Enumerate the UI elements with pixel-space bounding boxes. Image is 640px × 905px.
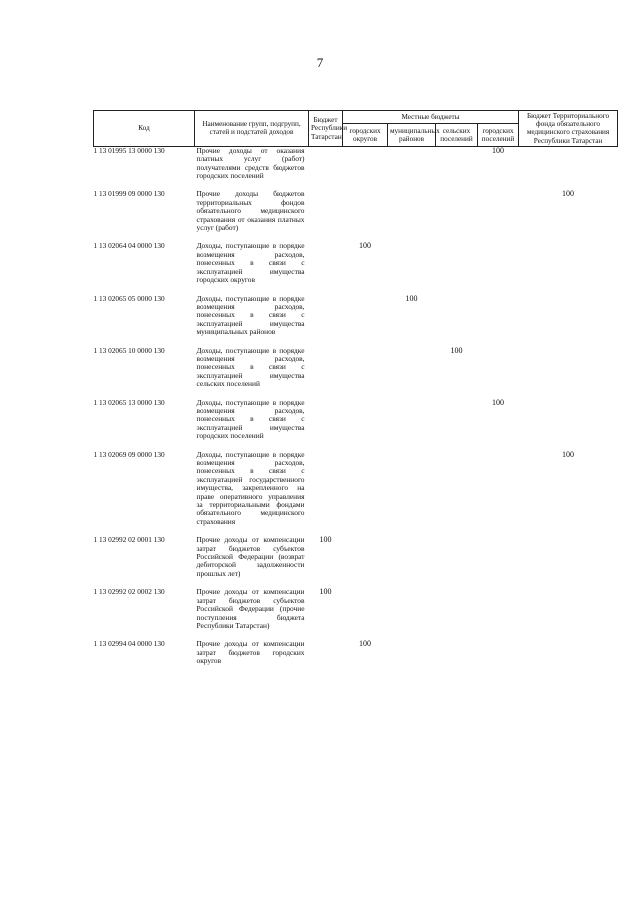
value-urban-settlements — [478, 640, 519, 665]
row-spacer — [94, 578, 618, 588]
row-code: 1 13 01995 13 0000 130 — [93, 145, 165, 155]
value-urban-settlements: 100 — [492, 145, 504, 155]
table-row — [94, 295, 618, 337]
value-city-districts — [343, 588, 388, 630]
row-code: 1 13 02069 09 0000 130 — [93, 449, 165, 459]
value-municipal-districts — [388, 146, 436, 180]
row-name: Доходы, поступающие в порядке возмещения расходов, понесенных в связи с эксплуатацией государственного имущества, закрепленного на праве оперативного управления за территориальными фондами обязательного медицинского страхования — [196, 449, 305, 526]
value-tfoms-budget — [519, 588, 618, 630]
row-name: Прочие доходы от компенсации затрат бюджетов городских округов — [196, 639, 305, 666]
value-city-districts — [343, 536, 388, 578]
value-rt-budget — [309, 347, 343, 389]
value-urban-settlements — [478, 347, 519, 389]
row-spacer — [94, 337, 618, 347]
row-spacer — [94, 285, 618, 295]
value-city-districts — [343, 190, 388, 232]
row-name: Прочие доходы от компенсации затрат бюджетов субъектов Российской Федерации (возврат дебиторской задолженности прошлых лет) — [196, 535, 305, 578]
header-rt-budget: Бюджет Республики Татарстан — [309, 111, 343, 147]
value-tfoms-budget: 100 — [562, 189, 575, 199]
value-tfoms-budget — [519, 146, 618, 180]
table-body — [94, 146, 618, 665]
row-spacer — [94, 232, 618, 242]
value-rural-settlements — [436, 399, 478, 441]
value-city-districts: 100 — [359, 639, 371, 649]
row-code: 1 13 02064 04 0000 130 — [93, 241, 165, 251]
table-row — [94, 242, 618, 284]
row-name: Прочие доходы бюджетов территориальных фондов обязательного медицинского страхования от оказания платных услуг (работ) — [196, 189, 305, 233]
value-tfoms-budget — [519, 399, 618, 441]
value-rural-settlements — [436, 146, 478, 180]
row-name: Прочие доходы от оказания платных услуг (работ) получателями средств бюджетов городских поселений — [196, 145, 305, 181]
table-row — [94, 347, 618, 389]
row-spacer — [94, 389, 618, 399]
header-name: Наименование групп, подгрупп, статей и подстатей доходов — [195, 111, 309, 147]
row-code: 1 13 02065 13 0000 130 — [93, 397, 165, 407]
row-code: 1 13 01999 09 0000 130 — [93, 189, 165, 199]
row-spacer-cell — [94, 232, 618, 242]
row-code: 1 13 02065 10 0000 130 — [93, 345, 165, 355]
page-number: 7 — [316, 55, 324, 70]
table-row — [94, 146, 618, 180]
table-row — [94, 536, 618, 578]
row-spacer-cell — [94, 526, 618, 536]
value-rt-budget — [309, 451, 343, 527]
value-city-districts — [343, 295, 388, 337]
revenue-distribution-table — [93, 110, 618, 666]
value-city-districts — [343, 146, 388, 180]
row-spacer-cell — [94, 285, 618, 295]
value-rural-settlements — [436, 190, 478, 232]
value-municipal-districts — [388, 588, 436, 630]
value-urban-settlements — [478, 536, 519, 578]
row-code: 1 13 02065 05 0000 130 — [93, 293, 165, 303]
row-name: Доходы, поступающие в порядке возмещения расходов, понесенных в связи с эксплуатацией имущества городских поселений — [196, 397, 305, 441]
value-rt-budget — [309, 399, 343, 441]
header-local-municipal-districts: муниципальных районов — [388, 124, 436, 147]
row-spacer — [94, 441, 618, 451]
header-local-rural-settlements: сельских поселений — [436, 124, 478, 147]
value-rt-budget — [309, 242, 343, 284]
row-name: Доходы, поступающие в порядке возмещения расходов, понесенных в связи с эксплуатацией имущества муниципальных районов — [196, 293, 305, 337]
value-urban-settlements — [478, 588, 519, 630]
value-municipal-districts — [388, 190, 436, 232]
value-rural-settlements — [436, 451, 478, 527]
value-urban-settlements — [478, 451, 519, 527]
value-rural-settlements — [436, 536, 478, 578]
row-code: 1 13 02994 04 0000 130 — [93, 639, 165, 649]
value-rt-budget — [309, 190, 343, 232]
value-municipal-districts — [388, 451, 436, 527]
row-spacer-cell — [94, 180, 618, 190]
value-municipal-districts: 100 — [405, 293, 418, 303]
value-urban-settlements — [478, 242, 519, 284]
row-name: Доходы, поступающие в порядке возмещения расходов, понесенных в связи с эксплуатацией имущества сельских поселений — [196, 345, 305, 389]
row-spacer — [94, 526, 618, 536]
value-tfoms-budget — [519, 347, 618, 389]
row-spacer — [94, 630, 618, 640]
value-rural-settlements — [436, 295, 478, 337]
value-rt-budget: 100 — [319, 587, 332, 597]
value-rt-budget: 100 — [319, 535, 332, 545]
header-local-urban-settlements: городских поселений — [478, 124, 519, 147]
value-municipal-districts — [388, 536, 436, 578]
value-rural-settlements — [436, 588, 478, 630]
value-tfoms-budget — [519, 242, 618, 284]
value-city-districts — [343, 399, 388, 441]
row-name: Доходы, поступающие в порядке возмещения расходов, понесенных в связи с эксплуатацией имущества городских округов — [196, 241, 305, 285]
value-municipal-districts — [388, 347, 436, 389]
value-rt-budget — [309, 640, 343, 665]
value-rt-budget — [309, 146, 343, 180]
value-rt-budget — [309, 295, 343, 337]
row-spacer-cell — [94, 389, 618, 399]
value-municipal-districts — [388, 640, 436, 665]
row-code: 1 13 02992 02 0001 130 — [93, 535, 165, 545]
row-name: Прочие доходы от компенсации затрат бюджетов субъектов Российской Федерации (прочие поступления бюджета Республики Татарстан) — [196, 587, 305, 630]
table-row — [94, 588, 618, 630]
value-rural-settlements: 100 — [450, 345, 463, 355]
value-city-districts — [343, 347, 388, 389]
value-rural-settlements — [436, 640, 478, 665]
header-local-budgets: Местные бюджеты — [343, 111, 519, 124]
table-row — [94, 451, 618, 527]
value-city-districts — [343, 451, 388, 527]
value-tfoms-budget: 100 — [562, 449, 575, 459]
table-row — [94, 190, 618, 232]
value-urban-settlements: 100 — [492, 397, 504, 407]
header-code: Код — [94, 111, 195, 147]
row-code: 1 13 02992 02 0002 130 — [93, 587, 165, 597]
value-tfoms-budget — [519, 640, 618, 665]
row-spacer-cell — [94, 630, 618, 640]
value-municipal-districts — [388, 399, 436, 441]
value-rural-settlements — [436, 242, 478, 284]
value-tfoms-budget — [519, 536, 618, 578]
table-row — [94, 640, 618, 665]
value-city-districts: 100 — [359, 241, 371, 251]
value-tfoms-budget — [519, 295, 618, 337]
value-urban-settlements — [478, 190, 519, 232]
row-spacer-cell — [94, 337, 618, 347]
table-row — [94, 399, 618, 441]
row-spacer-cell — [94, 578, 618, 588]
row-spacer — [94, 180, 618, 190]
header-local-city-districts: городских округов — [343, 124, 388, 147]
row-spacer-cell — [94, 441, 618, 451]
value-urban-settlements — [478, 295, 519, 337]
header-tfoms-budget: Бюджет Территориального фонда обязательного медицинского страхования Республики Татарстан — [519, 111, 618, 147]
value-municipal-districts — [388, 242, 436, 284]
